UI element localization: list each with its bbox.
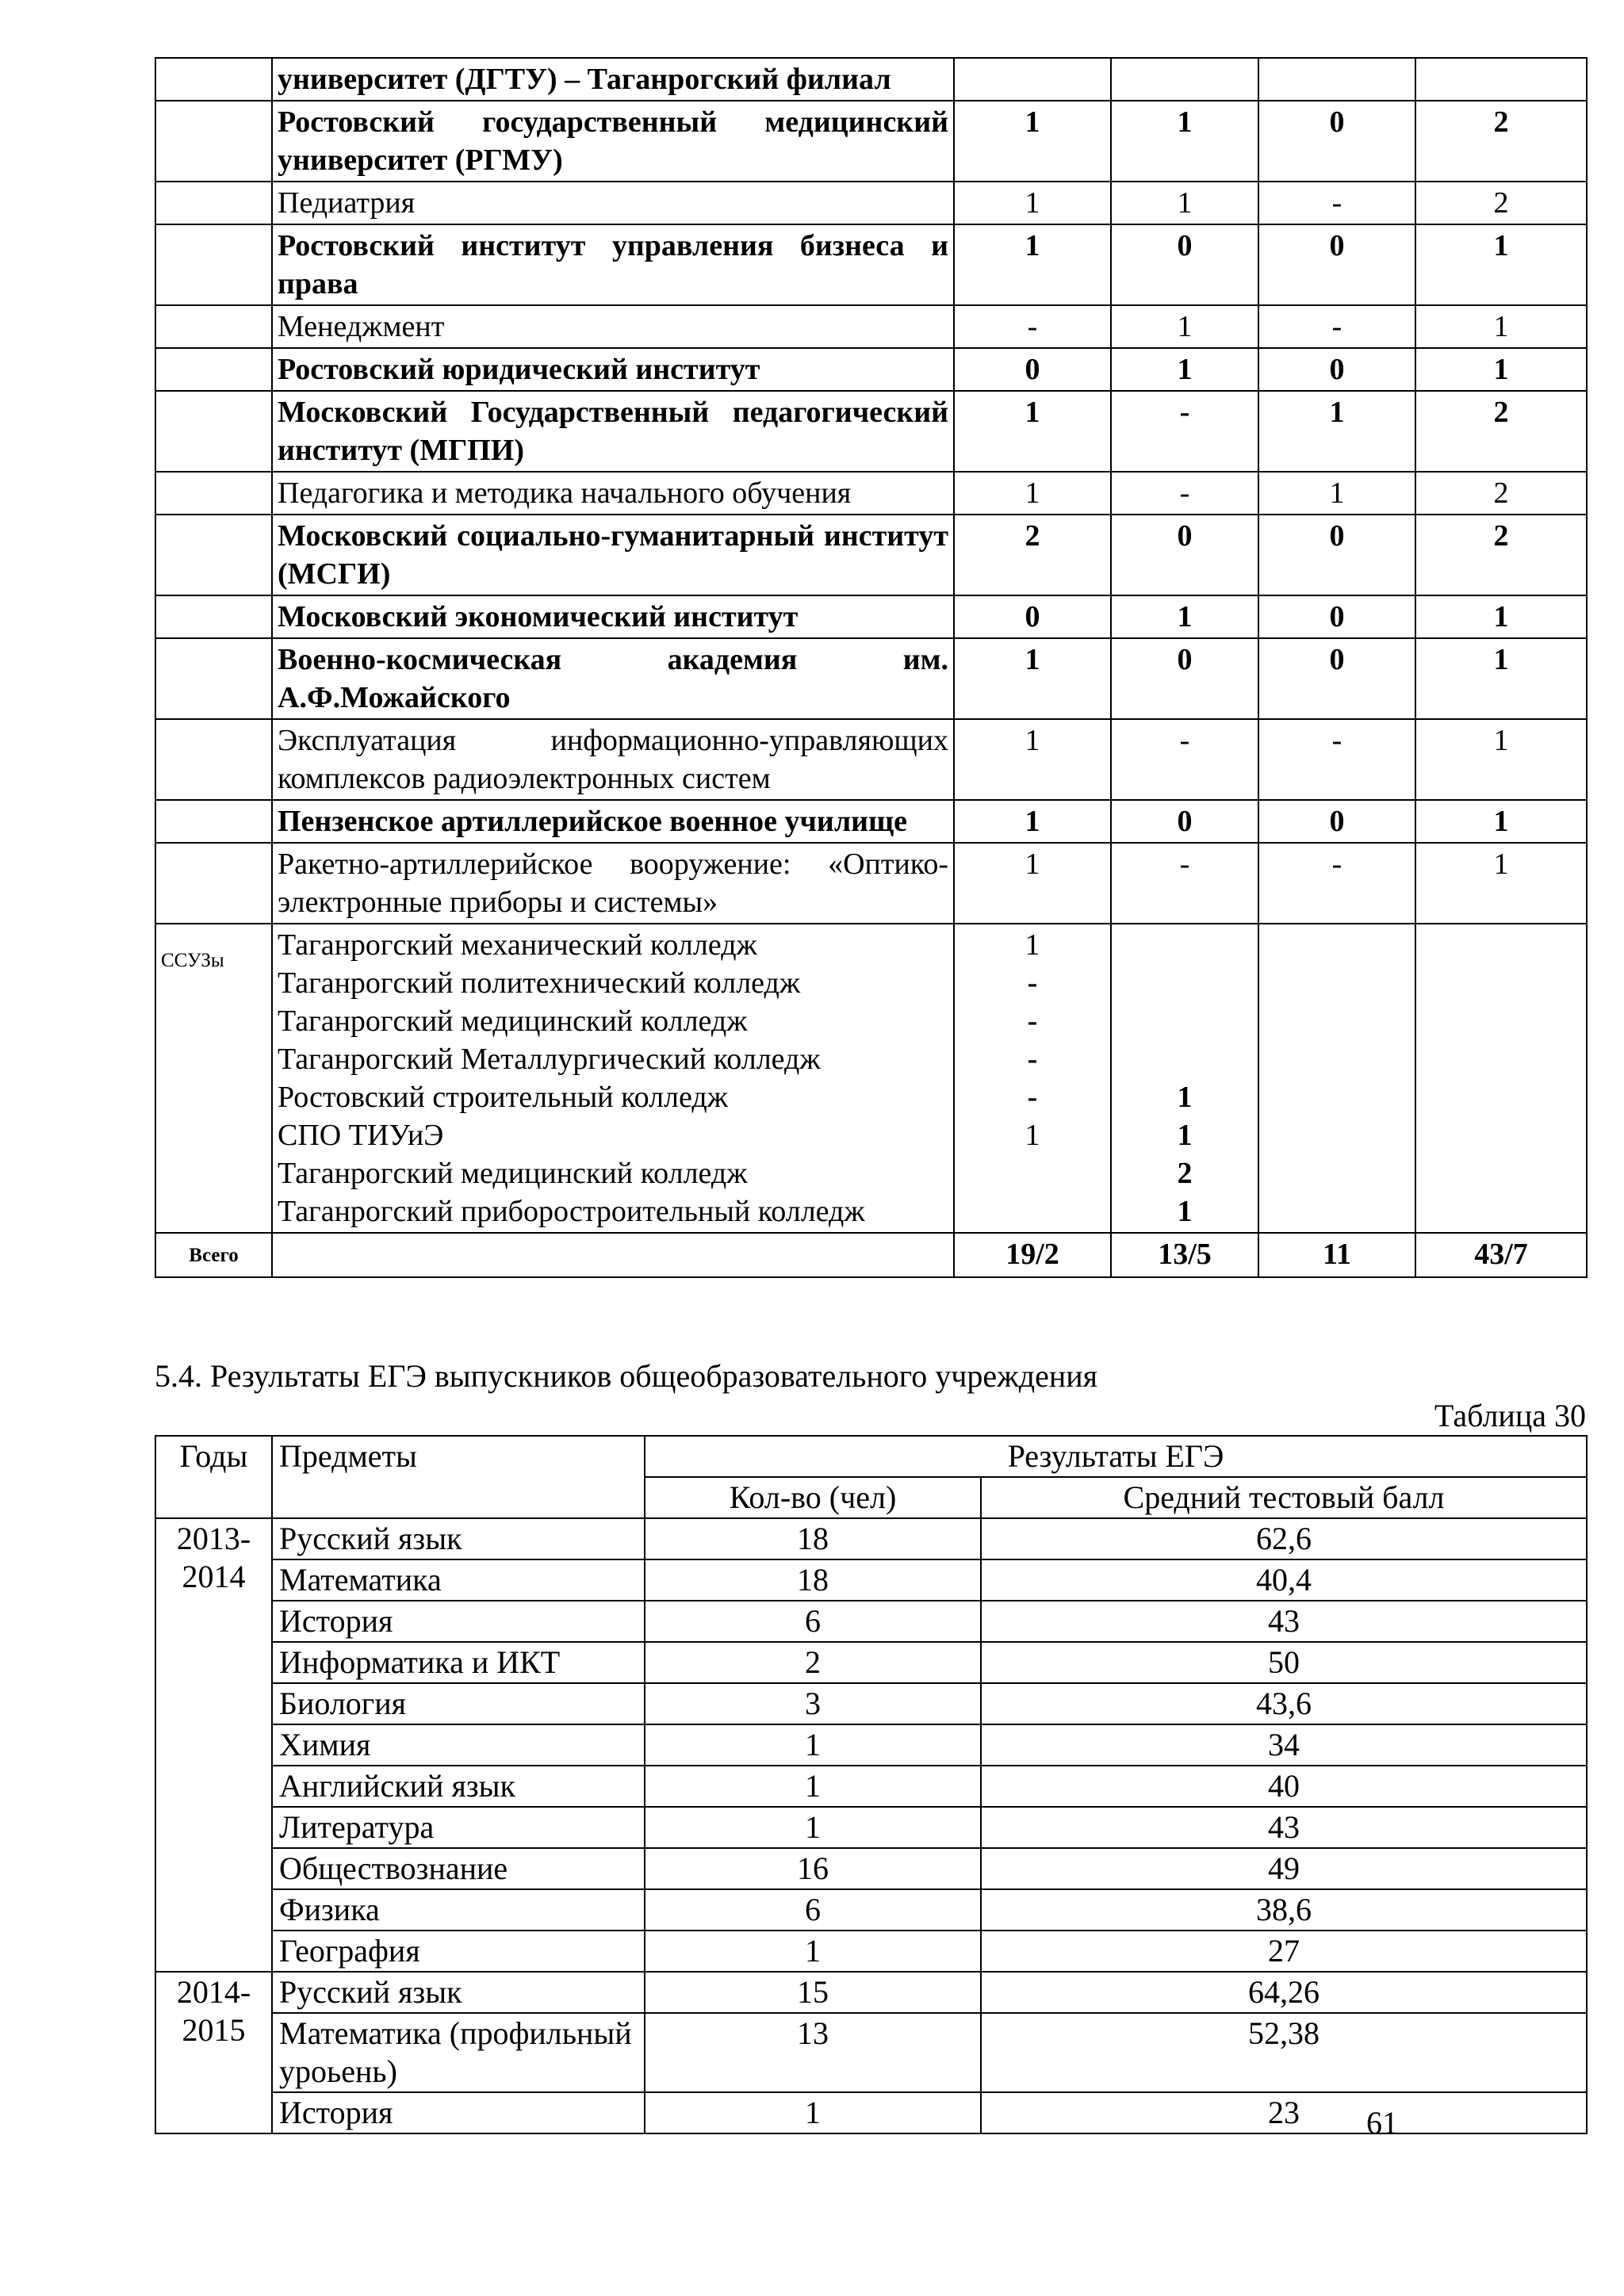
avg-score-cell: 52,38 bbox=[981, 2013, 1587, 2092]
table-row bbox=[155, 1807, 1587, 1848]
institution-name: Ракетно-артиллерийское вооружение: «Оптико-электронные приборы и системы» bbox=[272, 843, 954, 924]
value-cell: 0 bbox=[1258, 348, 1415, 391]
value-cell: - bbox=[1258, 182, 1415, 224]
table-row bbox=[155, 515, 1587, 595]
value-cell: 1 bbox=[1111, 182, 1258, 224]
value-cell: 1 bbox=[954, 843, 1111, 924]
table-row bbox=[155, 1766, 1587, 1807]
institution-name: Педагогика и методика начального обучения bbox=[272, 472, 954, 515]
institution-name: Пензенское артиллерийское военное училище bbox=[272, 800, 954, 843]
subject-cell: История bbox=[272, 1601, 645, 1642]
header-count: Кол-во (чел) bbox=[645, 1477, 981, 1518]
institution-name: Московский Государственный педагогический институт (МГПИ) bbox=[272, 391, 954, 472]
value-cell: 1 bbox=[1415, 843, 1587, 924]
table-row bbox=[155, 800, 1587, 843]
institution-name: Ростовский институт управления бизнеса и права bbox=[272, 224, 954, 305]
value-cell bbox=[1258, 58, 1415, 101]
avg-score-cell: 49 bbox=[981, 1848, 1587, 1889]
table-row bbox=[155, 224, 1587, 305]
avg-score-cell: 34 bbox=[981, 1724, 1587, 1766]
category-cell bbox=[155, 348, 272, 391]
college-name: Таганрогский приборостроительный колледж bbox=[278, 1195, 865, 1228]
table-row bbox=[155, 843, 1587, 924]
value-cell: 0 bbox=[1111, 800, 1258, 843]
total-value: 11 bbox=[1258, 1233, 1415, 1277]
value-cell: 1 bbox=[954, 224, 1111, 305]
count-cell: 18 bbox=[645, 1518, 981, 1559]
college-value bbox=[1116, 1002, 1253, 1040]
count-cell: 6 bbox=[645, 1889, 981, 1931]
college-name: Ростовский строительный колледж bbox=[278, 1081, 728, 1114]
total-value: 13/5 bbox=[1111, 1233, 1258, 1277]
college-name: Таганрогский механический колледж bbox=[278, 928, 757, 962]
value-cell bbox=[954, 58, 1111, 101]
value-cell: 1 bbox=[954, 101, 1111, 182]
value-cell: 1 bbox=[1415, 348, 1587, 391]
value-cell: 1 bbox=[954, 182, 1111, 224]
subject-cell: Математика (профильный уроьень) bbox=[272, 2013, 645, 2092]
table-row bbox=[155, 182, 1587, 224]
college-list bbox=[272, 924, 954, 1233]
institution-name: Московский социально-гуманитарный институт (МСГИ) bbox=[272, 515, 954, 595]
table-row bbox=[155, 1683, 1587, 1724]
subject-cell: Биология bbox=[272, 1683, 645, 1724]
value-cell: 0 bbox=[1258, 595, 1415, 638]
college-value: - bbox=[1027, 966, 1038, 1000]
table-row bbox=[155, 348, 1587, 391]
value-cell: 1 bbox=[1258, 391, 1415, 472]
institution-name: Ростовский юридический институт bbox=[272, 348, 954, 391]
category-cell bbox=[155, 101, 272, 182]
college-value: - bbox=[1027, 1043, 1038, 1076]
count-cell: 13 bbox=[645, 2013, 981, 2092]
table-row bbox=[155, 1601, 1587, 1642]
avg-score-cell: 43 bbox=[981, 1807, 1587, 1848]
subject-cell: Обществознание bbox=[272, 1848, 645, 1889]
category-cell bbox=[155, 800, 272, 843]
table-caption: Таблица 30 bbox=[1434, 1398, 1586, 1433]
value-cell: 0 bbox=[1258, 101, 1415, 182]
value-cell: - bbox=[1258, 719, 1415, 800]
avg-score-cell: 43,6 bbox=[981, 1683, 1587, 1724]
table-row bbox=[155, 1724, 1587, 1766]
institution-name: Менеджмент bbox=[272, 305, 954, 348]
table-row bbox=[155, 1518, 1587, 1559]
table-row bbox=[155, 58, 1587, 101]
college-name: СПО ТИУиЭ bbox=[278, 1119, 444, 1152]
subject-cell: Английский язык bbox=[272, 1766, 645, 1807]
institution-name: университет (ДГТУ) – Таганрогский филиал bbox=[272, 58, 954, 101]
value-cell: 1 bbox=[954, 800, 1111, 843]
table-row bbox=[155, 2013, 1587, 2092]
table-row bbox=[155, 1931, 1587, 1972]
category-cell bbox=[155, 638, 272, 719]
subject-cell: Математика bbox=[272, 1559, 645, 1601]
college-name: Таганрогский медицинский колледж bbox=[278, 1157, 748, 1190]
value-cell: 1 bbox=[1415, 638, 1587, 719]
institution-name: Московский экономический институт bbox=[272, 595, 954, 638]
category-cell bbox=[155, 58, 272, 101]
value-cell: 0 bbox=[1111, 515, 1258, 595]
count-cell: 1 bbox=[645, 1807, 981, 1848]
value-cell: 1 bbox=[1111, 348, 1258, 391]
section-heading: 5.4. Результаты ЕГЭ выпускников общеобразовательного учреждения bbox=[155, 1358, 1098, 1394]
table-row bbox=[155, 719, 1587, 800]
value-cell: - bbox=[1111, 472, 1258, 515]
category-cell bbox=[155, 391, 272, 472]
avg-score-cell: 38,6 bbox=[981, 1889, 1587, 1931]
year-line: 2013- bbox=[176, 1521, 251, 1556]
year-line: 2015 bbox=[182, 2012, 246, 2048]
header-results: Результаты ЕГЭ bbox=[645, 1436, 1587, 1477]
page-number: 61 bbox=[1366, 2105, 1398, 2141]
table-row bbox=[155, 1559, 1587, 1601]
subject-cell: Физика bbox=[272, 1889, 645, 1931]
value-cell: 2 bbox=[1415, 515, 1587, 595]
college-value: - bbox=[1027, 1081, 1038, 1114]
count-cell: 18 bbox=[645, 1559, 981, 1601]
ssuz-row bbox=[155, 924, 1587, 1233]
value-cell: 2 bbox=[954, 515, 1111, 595]
subject-cell: Русский язык bbox=[272, 1518, 645, 1559]
college-name: Таганрогский политехнический колледж bbox=[278, 966, 801, 1000]
count-cell: 1 bbox=[645, 2092, 981, 2133]
value-cell: 1 bbox=[1415, 595, 1587, 638]
value-cell: 2 bbox=[1415, 391, 1587, 472]
avg-score-cell: 40 bbox=[981, 1766, 1587, 1807]
value-cell: 1 bbox=[954, 638, 1111, 719]
avg-score-cell: 50 bbox=[981, 1642, 1587, 1683]
avg-score-cell: 64,26 bbox=[981, 1972, 1587, 2013]
subject-cell: Литература bbox=[272, 1807, 645, 1848]
count-cell: 1 bbox=[645, 1931, 981, 1972]
value-cell: 1 bbox=[1111, 595, 1258, 638]
value-cell: - bbox=[954, 305, 1111, 348]
year-line: 2014 bbox=[182, 1559, 246, 1594]
value-cell: - bbox=[1111, 719, 1258, 800]
empty-cell bbox=[1415, 924, 1587, 1233]
value-cell: 2 bbox=[1415, 101, 1587, 182]
avg-score-cell: 43 bbox=[981, 1601, 1587, 1642]
subject-cell: Русский язык bbox=[272, 1972, 645, 2013]
empty-cell bbox=[272, 1233, 954, 1277]
count-cell: 1 bbox=[645, 1766, 981, 1807]
subject-cell: История bbox=[272, 2092, 645, 2133]
value-cell: 1 bbox=[1415, 719, 1587, 800]
value-cell: 1 bbox=[1415, 224, 1587, 305]
count-cell: 6 bbox=[645, 1601, 981, 1642]
value-cell: - bbox=[1258, 843, 1415, 924]
value-cell: 0 bbox=[954, 595, 1111, 638]
college-value bbox=[959, 1192, 1105, 1230]
subject-cell: Информатика и ИКТ bbox=[272, 1642, 645, 1683]
category-cell bbox=[155, 472, 272, 515]
subject-cell: Химия bbox=[272, 1724, 645, 1766]
institution-name: Ростовский государственный медицинский университет (РГМУ) bbox=[272, 101, 954, 182]
category-cell bbox=[155, 843, 272, 924]
college-value: 2 bbox=[1177, 1157, 1193, 1190]
college-value: 1 bbox=[1025, 928, 1040, 962]
count-cell: 3 bbox=[645, 1683, 981, 1724]
value-cell: 1 bbox=[1111, 101, 1258, 182]
value-cell: 1 bbox=[1111, 305, 1258, 348]
value-cell: 2 bbox=[1415, 472, 1587, 515]
ssuz-category: ССУЗы bbox=[155, 924, 272, 1233]
value-cell: 0 bbox=[1258, 638, 1415, 719]
value-cell: 0 bbox=[1258, 224, 1415, 305]
ege-results-table bbox=[155, 1435, 1588, 2134]
value-cell: 1 bbox=[1258, 472, 1415, 515]
category-cell bbox=[155, 224, 272, 305]
table-row bbox=[155, 1889, 1587, 1931]
table-row bbox=[155, 391, 1587, 472]
college-value bbox=[1116, 926, 1253, 964]
college-value: 1 bbox=[1177, 1119, 1193, 1152]
universities-table bbox=[155, 57, 1588, 1278]
value-cell: 0 bbox=[954, 348, 1111, 391]
total-row bbox=[155, 1233, 1587, 1277]
institution-name: Педиатрия bbox=[272, 182, 954, 224]
value-cell: 0 bbox=[1111, 224, 1258, 305]
college-value: 1 bbox=[1177, 1081, 1193, 1114]
table-row bbox=[155, 638, 1587, 719]
value-cell: 0 bbox=[1258, 800, 1415, 843]
table-row bbox=[155, 1972, 1587, 2013]
total-value: 19/2 bbox=[954, 1233, 1111, 1277]
header-years: Годы bbox=[155, 1436, 272, 1518]
avg-score-cell: 40,4 bbox=[981, 1559, 1587, 1601]
college-value bbox=[1116, 1040, 1253, 1078]
value-cell: 1 bbox=[954, 472, 1111, 515]
table-row bbox=[155, 305, 1587, 348]
value-cell: - bbox=[1258, 305, 1415, 348]
value-cell: 1 bbox=[954, 391, 1111, 472]
college-col-1 bbox=[954, 924, 1111, 1233]
value-cell: 1 bbox=[1415, 800, 1587, 843]
college-name: Таганрогский медицинский колледж bbox=[278, 1004, 748, 1038]
college-name: Таганрогский Металлургический колледж bbox=[278, 1043, 821, 1076]
college-col-2 bbox=[1111, 924, 1258, 1233]
count-cell: 1 bbox=[645, 1724, 981, 1766]
empty-cell bbox=[1258, 924, 1415, 1233]
value-cell: 2 bbox=[1415, 182, 1587, 224]
category-cell bbox=[155, 719, 272, 800]
category-cell bbox=[155, 305, 272, 348]
header-subjects: Предметы bbox=[272, 1436, 645, 1518]
subject-cell: География bbox=[272, 1931, 645, 1972]
avg-score-cell: 27 bbox=[981, 1931, 1587, 1972]
category-cell bbox=[155, 182, 272, 224]
table-row bbox=[155, 595, 1587, 638]
year-cell bbox=[155, 1972, 272, 2133]
value-cell: 1 bbox=[954, 719, 1111, 800]
institution-name: Военно-космическая академия им. А.Ф.Можайского bbox=[272, 638, 954, 719]
year-line: 2014- bbox=[176, 1974, 251, 2010]
college-value bbox=[1116, 964, 1253, 1002]
category-cell bbox=[155, 515, 272, 595]
table-row bbox=[155, 472, 1587, 515]
table-row bbox=[155, 101, 1587, 182]
value-cell: 0 bbox=[1258, 515, 1415, 595]
category-cell bbox=[155, 595, 272, 638]
year-cell bbox=[155, 1518, 272, 1972]
value-cell: 1 bbox=[1415, 305, 1587, 348]
value-cell: - bbox=[1111, 391, 1258, 472]
avg-score-cell: 23 bbox=[981, 2092, 1587, 2133]
count-cell: 16 bbox=[645, 1848, 981, 1889]
total-label: Всего bbox=[155, 1233, 272, 1277]
table-row bbox=[155, 1642, 1587, 1683]
total-value: 43/7 bbox=[1415, 1233, 1587, 1277]
count-cell: 15 bbox=[645, 1972, 981, 2013]
header-avg: Средний тестовый балл bbox=[981, 1477, 1587, 1518]
value-cell bbox=[1415, 58, 1587, 101]
count-cell: 2 bbox=[645, 1642, 981, 1683]
avg-score-cell: 62,6 bbox=[981, 1518, 1587, 1559]
table-row bbox=[155, 1848, 1587, 1889]
value-cell: - bbox=[1111, 843, 1258, 924]
institution-name: Эксплуатация информационно-управляющих комплексов радиоэлектронных систем bbox=[272, 719, 954, 800]
value-cell: 0 bbox=[1111, 638, 1258, 719]
value-cell bbox=[1111, 58, 1258, 101]
college-value: - bbox=[1027, 1004, 1038, 1038]
college-value: 1 bbox=[1177, 1195, 1193, 1228]
college-value bbox=[959, 1154, 1105, 1192]
college-value: 1 bbox=[1025, 1119, 1040, 1152]
